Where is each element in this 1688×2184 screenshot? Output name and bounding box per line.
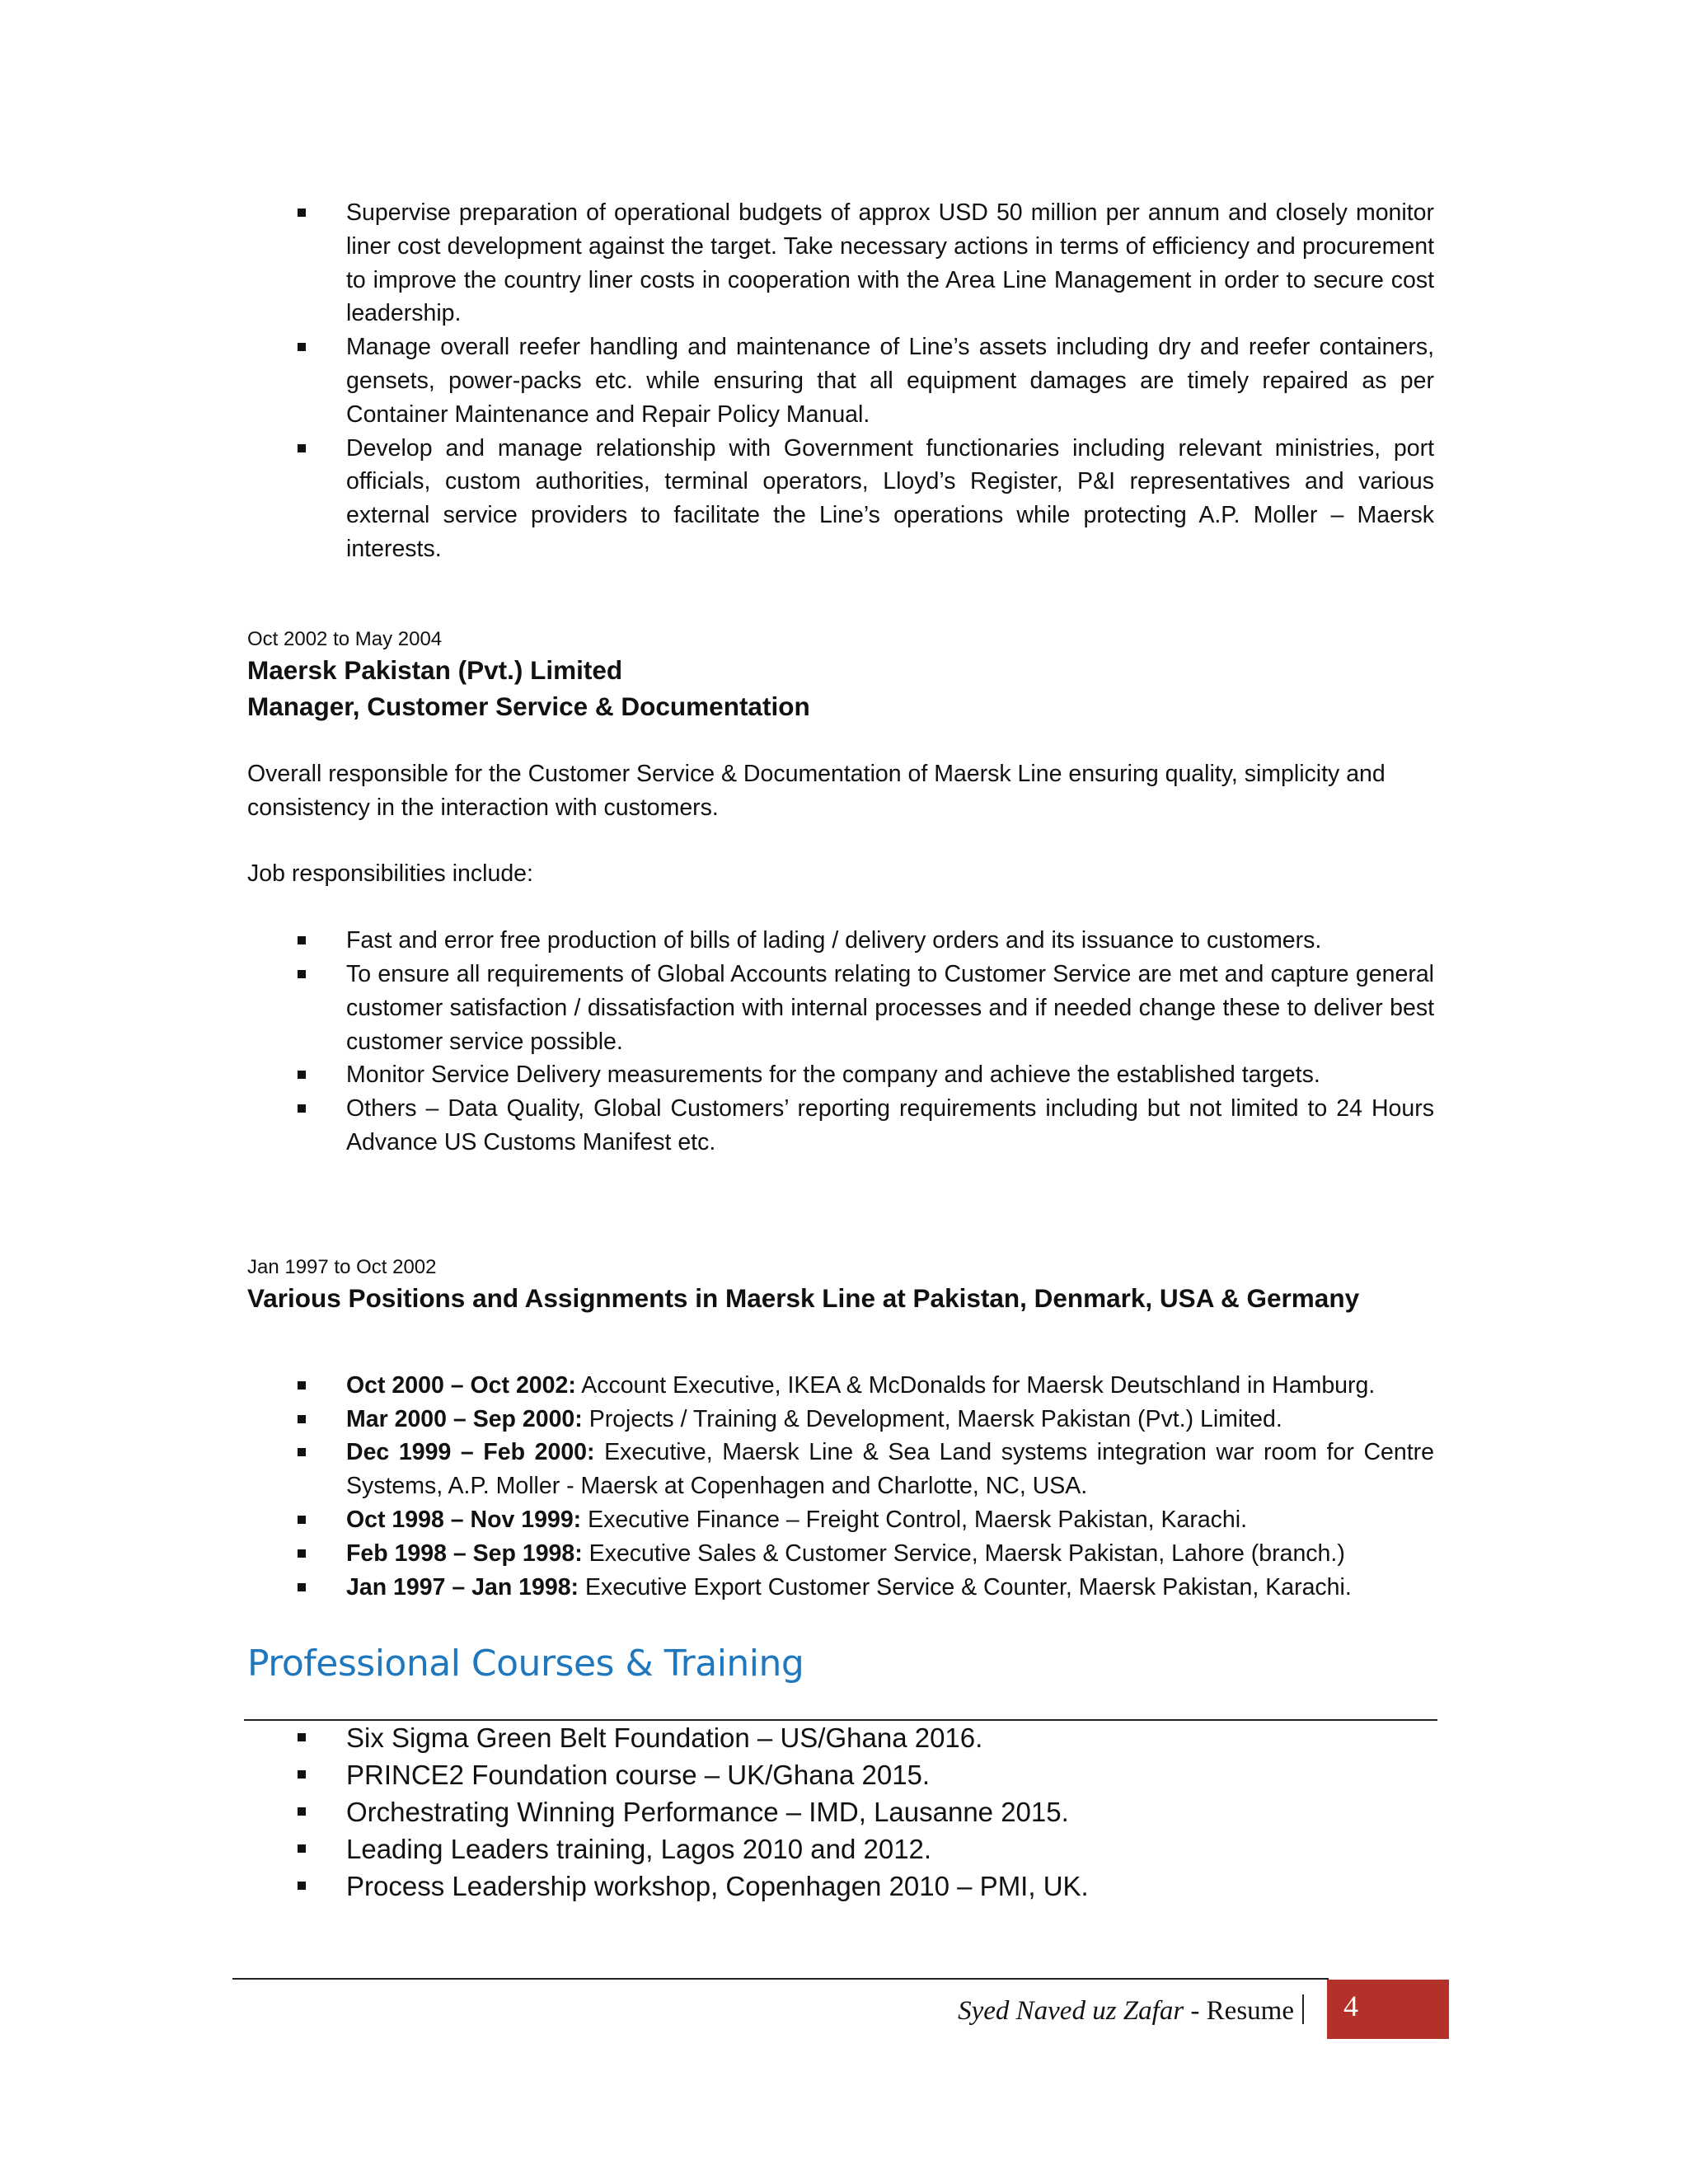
job-title: Manager, Customer Service & Documentation bbox=[247, 691, 810, 721]
list-item bbox=[346, 1436, 1434, 1503]
courses-list bbox=[247, 1719, 1434, 1905]
footer-doc: Resume bbox=[1206, 1996, 1294, 2026]
position-period: Oct 2000 – Oct 2002: bbox=[346, 1371, 576, 1399]
job-date: Jan 1997 to Oct 2002 bbox=[247, 1255, 437, 1278]
footer-bar bbox=[1302, 1994, 1304, 2024]
list-item: PRINCE2 Foundation course – UK/Ghana 2015. bbox=[346, 1756, 1434, 1793]
footer-author: Syed Naved uz Zafar bbox=[958, 1996, 1184, 2026]
position-desc: Executive Export Customer Service & Counter, Maersk Pakistan, Karachi. bbox=[579, 1573, 1352, 1601]
list-item: Orchestrating Winning Performance – IMD, Lausanne 2015. bbox=[346, 1793, 1434, 1830]
list-item: Fast and error free production of bills of lading / delivery orders and its issuance to customers. bbox=[346, 924, 1434, 958]
list-item: Six Sigma Green Belt Foundation – US/Ghana 2016. bbox=[346, 1719, 1434, 1756]
list-item: Leading Leaders training, Lagos 2010 and 2012. bbox=[346, 1830, 1434, 1868]
position-desc: Account Executive, IKEA & McDonalds for Maersk Deutschland in Hamburg. bbox=[575, 1371, 1376, 1399]
footer-label bbox=[958, 1993, 1304, 2029]
position-period: Oct 1998 – Nov 1999: bbox=[346, 1506, 582, 1533]
job-responsibility-list bbox=[247, 924, 1434, 1160]
position-period: Jan 1997 – Jan 1998: bbox=[346, 1573, 579, 1601]
page-content bbox=[247, 196, 1434, 1905]
footer-divider bbox=[232, 1978, 1329, 1980]
list-item: Others – Data Quality, Global Customers’ reporting requirements including but not limited to 24 Hours Advance US Customs Manifest etc. bbox=[346, 1092, 1434, 1160]
company-name: Maersk Pakistan (Pvt.) Limited bbox=[247, 654, 623, 685]
job-summary: Overall responsible for the Customer Service & Documentation of Maersk Line ensuring quality, simplicity and consistency in the interaction with customers. bbox=[247, 760, 1386, 821]
position-period: Mar 2000 – Sep 2000: bbox=[346, 1405, 583, 1432]
list-item bbox=[346, 1403, 1434, 1436]
list-item: Supervise preparation of operational budgets of approx USD 50 million per annum and closely monitor liner cost development against the target. Take necessary actions in terms of efficiency and procurement to improve the country liner costs in cooperation with the Area Line Management in order to secure cost leadership. bbox=[346, 196, 1434, 330]
page-number: 4 bbox=[1343, 1990, 1358, 2022]
position-desc: Projects / Training & Development, Maersk Pakistan (Pvt.) Limited. bbox=[582, 1405, 1282, 1432]
job-date: Oct 2002 to May 2004 bbox=[247, 627, 443, 650]
position-desc: Executive, Maersk Line & Sea Land systems integration war room for Centre Systems, A.P. Moller - Maersk at Copenhagen and Charlotte, NC, USA. bbox=[346, 1439, 1434, 1500]
section-heading: Professional Courses & Training bbox=[247, 1643, 804, 1685]
list-item: Develop and manage relationship with Government functionaries including relevant ministries, port officials, custom authorities, terminal operators, Lloyd’s Register, P&I representatives and various external service providers to facilitate the Line’s operations while protecting A.P. Moller – Maersk interests. bbox=[346, 432, 1434, 566]
page-number-badge bbox=[1327, 1980, 1449, 2039]
positions-list bbox=[247, 1369, 1434, 1605]
position-desc: Executive Finance – Freight Control, Maersk Pakistan, Karachi. bbox=[581, 1506, 1248, 1533]
list-item bbox=[346, 1369, 1434, 1403]
list-item bbox=[346, 1571, 1434, 1605]
section-divider bbox=[244, 1719, 1437, 1721]
list-item: Monitor Service Delivery measurements for the company and achieve the established targets. bbox=[346, 1058, 1434, 1092]
list-item bbox=[346, 1537, 1434, 1571]
position-period: Feb 1998 – Sep 1998: bbox=[346, 1540, 583, 1567]
job-title: Various Positions and Assignments in Maersk Line at Pakistan, Denmark, USA & Germany bbox=[247, 1282, 1360, 1313]
footer-separator: - bbox=[1184, 1996, 1207, 2026]
job-intro: Job responsibilities include: bbox=[247, 860, 533, 888]
position-desc: Executive Sales & Customer Service, Maersk Pakistan, Lahore (branch.) bbox=[582, 1540, 1345, 1567]
position-period: Dec 1999 – Feb 2000: bbox=[346, 1439, 595, 1466]
list-item bbox=[346, 1503, 1434, 1537]
list-item: Manage overall reefer handling and maintenance of Line’s assets including dry and reefer containers, gensets, power-packs etc. while ensuring that all equipment damages are timely repaired as per Container Maintenance and Repair Policy Manual. bbox=[346, 330, 1434, 431]
top-bullet-list bbox=[247, 196, 1434, 566]
list-item: To ensure all requirements of Global Accounts relating to Customer Service are met and capture general customer satisfaction / dissatisfaction with internal processes and if needed change these to deliver best customer service possible. bbox=[346, 958, 1434, 1058]
list-item: Process Leadership workshop, Copenhagen 2010 – PMI, UK. bbox=[346, 1868, 1434, 1905]
